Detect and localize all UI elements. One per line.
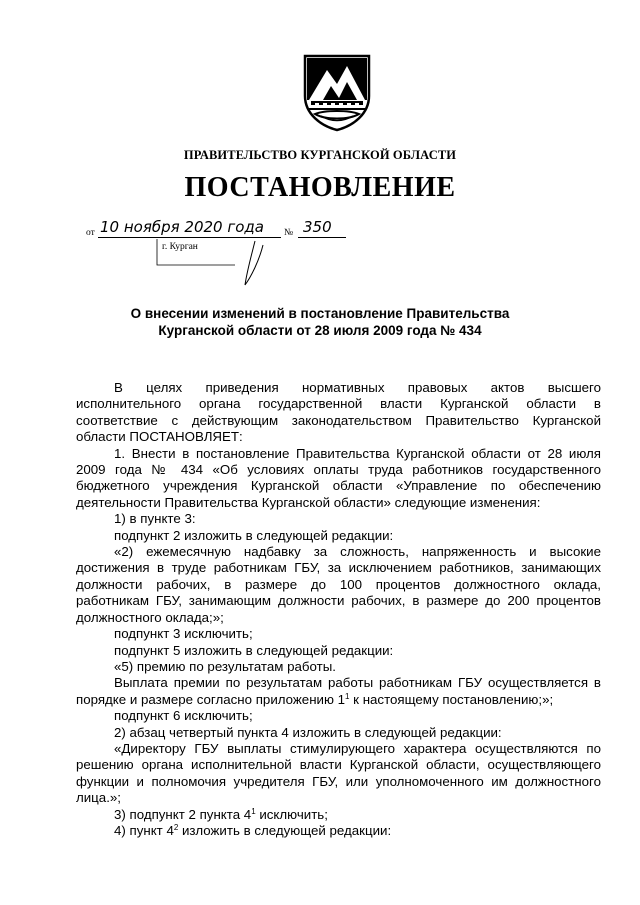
- body-line: 2009 года № 434 «Об условиях оплаты труда работников государственного: [76, 462, 601, 478]
- body-line: бюджетного учреждения Курганской области «Управление по обеспечению: [76, 478, 601, 494]
- organization-name: ПРАВИТЕЛЬСТВО КУРГАНСКОЙ ОБЛАСТИ: [183, 148, 457, 162]
- number-underline: [298, 237, 346, 238]
- title-line: Курганской области от 28 июля 2009 года № 434: [158, 323, 482, 338]
- body-line: исполнительного органа государственной власти Курганской области в: [76, 396, 601, 412]
- body-line: «2) ежемесячную надбавку за сложность, напряженность и высокие: [114, 544, 601, 560]
- document-type: ПОСТАНОВЛЕНИЕ: [184, 172, 456, 203]
- body-line: порядке и размере согласно приложению $1^1$ к настоящему постановлению;»;: [76, 691, 554, 707]
- body-line: области ПОСТАНОВЛЯЕТ:: [76, 429, 243, 445]
- body-line: подпункт 5 изложить в следующей редакции:: [114, 642, 394, 658]
- body-line: подпункт 2 изложить в следующей редакции:: [114, 527, 394, 543]
- body-line: 2) абзац четвертый пункта 4 изложить в следующей редакции:: [114, 724, 502, 740]
- body-line: «5) премию по результатам работы.: [114, 658, 336, 674]
- body-line: деятельности Правительства Курганской области» следующие изменения:: [76, 494, 541, 510]
- document-body: [76, 380, 601, 839]
- body-line: подпункт 3 исключить;: [114, 626, 253, 642]
- document-meta: [0, 215, 640, 275]
- body-line: 4) пункт $4^2$ изложить в следующей редакции:: [114, 822, 392, 838]
- number-prefix: №: [284, 228, 294, 238]
- body-line: соответствие с действующим законодательством Правительство Курганской: [76, 412, 601, 428]
- city-name: г. Курган: [162, 242, 198, 252]
- body-line: лица.»;: [76, 790, 121, 806]
- body-line: решению органа исполнительной власти Курганской области, осуществляющего: [76, 757, 601, 773]
- handwritten-date: 10 ноября 2020 года: [100, 218, 264, 236]
- body-line: достижения в труде работникам ГБУ, за исключением работников, занимающих: [76, 560, 601, 576]
- body-line: функции и полномочия учредителя ГБУ, или уполномоченного им должностного: [76, 773, 601, 789]
- body-line: работникам ГБУ, занимающим должности рабочих, в размере до 200 процентов: [76, 593, 601, 609]
- body-line: 1. Внести в постановление Правительства Курганской области от 28 июля: [114, 445, 601, 461]
- body-line: должности рабочих, в размере до 100 процентов должностного оклада,: [76, 576, 601, 592]
- body-line: Выплата премии по результатам работы работникам ГБУ осуществляется в: [114, 675, 601, 691]
- handwritten-flourish: [155, 237, 270, 289]
- body-line: 1) в пункте 3:: [114, 511, 196, 527]
- body-line: подпункт 6 исключить;: [114, 708, 253, 724]
- document-title: [0, 305, 640, 339]
- date-prefix: от: [86, 228, 95, 238]
- body-line: 3) подпункт 2 пункта $4^1$ исключить;: [114, 806, 328, 822]
- body-line: В целях приведения нормативных правовых актов высшего: [114, 380, 601, 395]
- body-line: «Директору ГБУ выплаты стимулирующего характера осуществляются по: [114, 740, 601, 756]
- handwritten-number: 350: [303, 218, 332, 236]
- coat-of-arms-icon: [301, 52, 373, 132]
- title-line: О внесении изменений в постановление Правительства: [130, 306, 510, 321]
- body-line: должностного оклада;»;: [76, 609, 224, 625]
